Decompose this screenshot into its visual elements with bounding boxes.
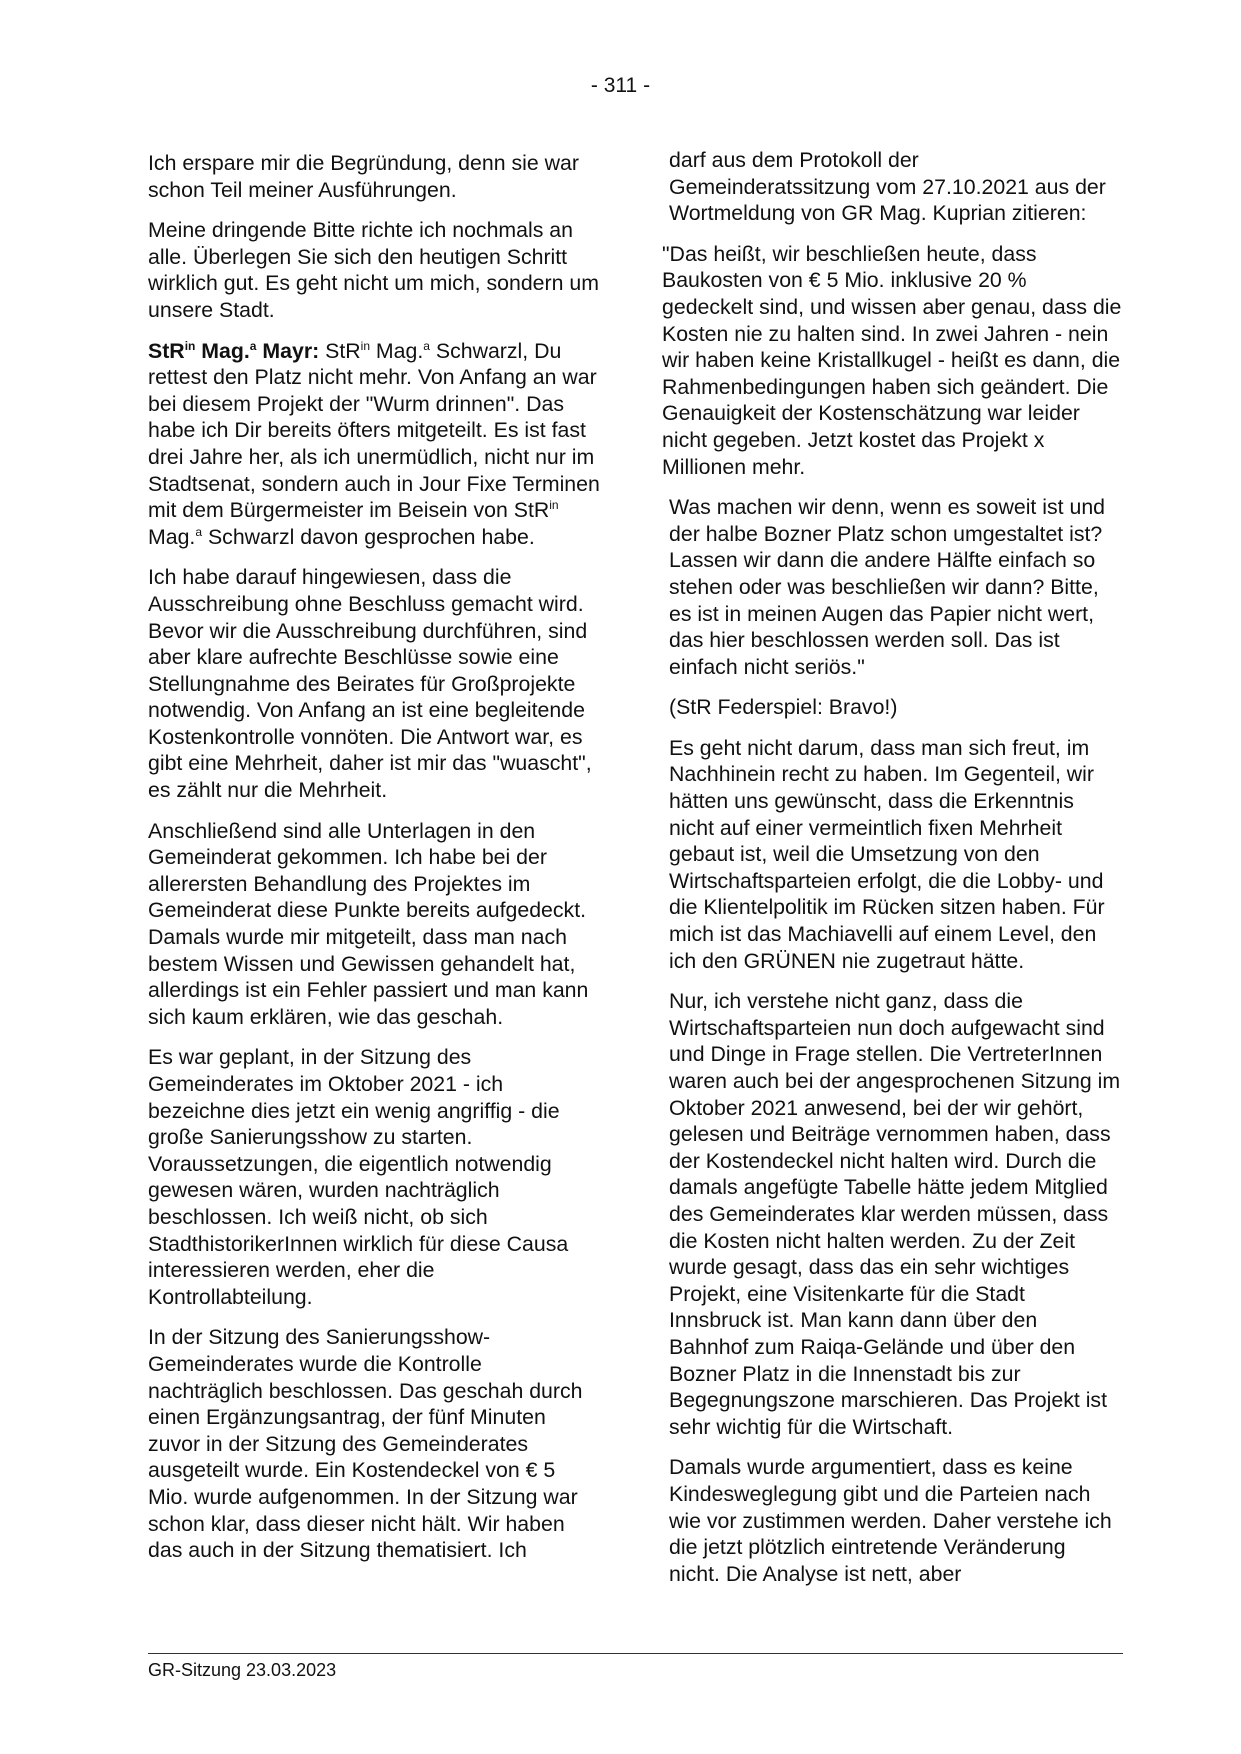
paragraph: Ich habe darauf hingewiesen, dass die Ausschreibung ohne Beschluss gemacht wird. Bevor wir die Ausschreibung durchführen, sind aber klare aufrechte Beschlüsse sowie eine Stellungnahme des Beirates für Großprojekte notwendig. Von Anfang an ist eine begleitende Kostenkontrolle vonnöten. Die Antwort war, es gibt eine Mehrheit, daher ist mir das "wuascht", es zählt nur die Mehrheit. <box>148 565 592 803</box>
paragraph: Nur, ich verstehe nicht ganz, dass die Wirtschaftsparteien nun doch aufgewacht sind und Dinge in Frage stellen. Die VertreterInnen waren auch bei der angesprochenen Sitzung im Oktober 2021 anwesend, bei der wir gehört, gelesen und Beiträge vernommen haben, dass der Kostendeckel nicht halten wird. Durch die damals angefügte Tabelle hätte jedem Mitglied des Gemeinderates klar werden müssen, dass die Kosten nicht halten werden. Zu der Zeit wurde gesagt, dass das ein sehr wichtiges Projekt, eine Visitenkarte für die Stadt Innsbruck ist. Man kann dann über den Bahnhof zum Raiqa-Gelände und über den Bozner Platz in die Innenstadt bis zur Begegnungszone marschieren. Das Projekt ist sehr wichtig für die Wirtschaft. <box>669 989 1121 1439</box>
paragraph: Meine dringende Bitte richte ich nochmals an alle. Überlegen Sie sich den heutigen Schritt wirklich gut. Es geht nicht um mich, sondern um unsere Stadt. <box>148 218 599 322</box>
interjection: (StR Federspiel: Bravo!) <box>669 695 898 720</box>
paragraph: Anschließend sind alle Unterlagen in den Gemeinderat gekommen. Ich habe bei der allerersten Behandlung des Projektes im Gemeinderat diese Punkte bereits aufgedeckt. Damals wurde mir mitgeteilt, dass man nach bestem Wissen und Gewissen gehandelt hat, allerdings ist ein Fehler passiert und man kann sich kaum erklären, wie das geschah. <box>148 818 589 1029</box>
paragraph: Es geht nicht darum, dass man sich freut, im Nachhinein recht zu haben. Im Gegenteil, wir hätten uns gewünscht, dass die Erkenntnis nicht auf einer vermeintlich fixen Mehrheit gebaut ist, weil die Umsetzung von den Wirtschaftsparteien erfolgt, die die Lobby- und die Klientelpolitik im Rücken sitzen haben. Für mich ist das Machiavelli auf einem Level, den ich den GRÜNEN nie zugetraut hätte. <box>669 735 1105 973</box>
quote-paragraph: Was machen wir denn, wenn es soweit ist und der halbe Bozner Platz schon umgestaltet ist? Lassen wir dann die andere Hälfte einfach so stehen oder was beschließen wir dann? Bitte, es ist in meinen Augen das Papier nicht wert, das hier beschlossen werden soll. Das ist einfach nicht seriös." <box>669 495 1106 679</box>
quote-paragraph: "Das heißt, wir beschließen heute, dass Baukosten von € 5 Mio. inklusive 20 % gedeckelt sind, und wissen aber genau, dass die Kosten nie zu halten sind. In zwei Jahren - nein wir haben keine Kristallkugel - heißt es dann, die Rahmenbedingungen haben sich geändert. Die Genauigkeit der Kostenschätzung war leider nicht gegeben. Jetzt kostet das Projekt x Millionen mehr. <box>662 241 1122 479</box>
speaker-name: StR$^{in}$ Mag.$^a$ Mayr: <box>148 338 320 363</box>
speaker-paragraph: StR$^{in}$ Mag.$^a$ Mayr: StR$^{in}$ Mag.$^a$ Schwarzl, Du rettest den Platz nicht mehr. Von Anfang an war bei diesem Projekt der "Wurm drinnen". Das habe ich Dir bereits öfters mitgeteilt. Es ist fast drei Jahre her, als ich unermüdlich, nicht nur im Stadtsenat, sondern auch in Jour Fixe Terminen mit dem Bürgermeister im Beisein von StR$^{in}$ Mag.$^a$ Schwarzl davon gesprochen habe. <box>148 338 600 549</box>
paragraph: In der Sitzung des Sanierungsshow-Gemeinderates wurde die Kontrolle nachträglich beschlossen. Das geschah durch einen Ergänzungsantrag, der fünf Minuten zuvor in der Sitzung des Gemeinderates ausgeteilt wurde. Ein Kostendeckel von € 5 Mio. wurde aufgenommen. In der Sitzung war schon klar, dass dieser nicht hält. Wir haben das auch in der Sitzung thematisiert. Ich <box>148 1325 583 1563</box>
left-column <box>148 150 600 1578</box>
footer-divider <box>148 1653 1123 1654</box>
page-number: - 311 - <box>590 74 651 97</box>
paragraph: Es war geplant, in der Sitzung des Gemeinderates im Oktober 2021 - ich bezeichne dies jetzt ein wenig angriffig - die große Sanierungsshow zu starten. Voraussetzungen, die eigentlich notwendig gewesen wären, wurden nachträglich beschlossen. Ich weiß nicht, ob sich StadthistorikerInnen wirklich für diese Causa interessieren werden, eher die Kontrollabteilung. <box>148 1045 569 1309</box>
paragraph: Ich erspare mir die Begründung, denn sie war schon Teil meiner Ausführungen. <box>148 151 579 202</box>
paragraph: Damals wurde argumentiert, dass es keine Kindesweglegung gibt und die Parteien nach wie vor zustimmen werden. Daher verstehe ich die jetzt plötzlich eintretende Veränderung nicht. Die Analyse ist nett, aber <box>669 1455 1112 1586</box>
footer-text: GR-Sitzung 23.03.2023 <box>148 1660 337 1680</box>
paragraph: darf aus dem Protokoll der Gemeinderatssitzung vom 27.10.2021 aus der Wortmeldung von GR Mag. Kuprian zitieren: <box>669 148 1106 226</box>
right-column <box>662 147 1122 1601</box>
